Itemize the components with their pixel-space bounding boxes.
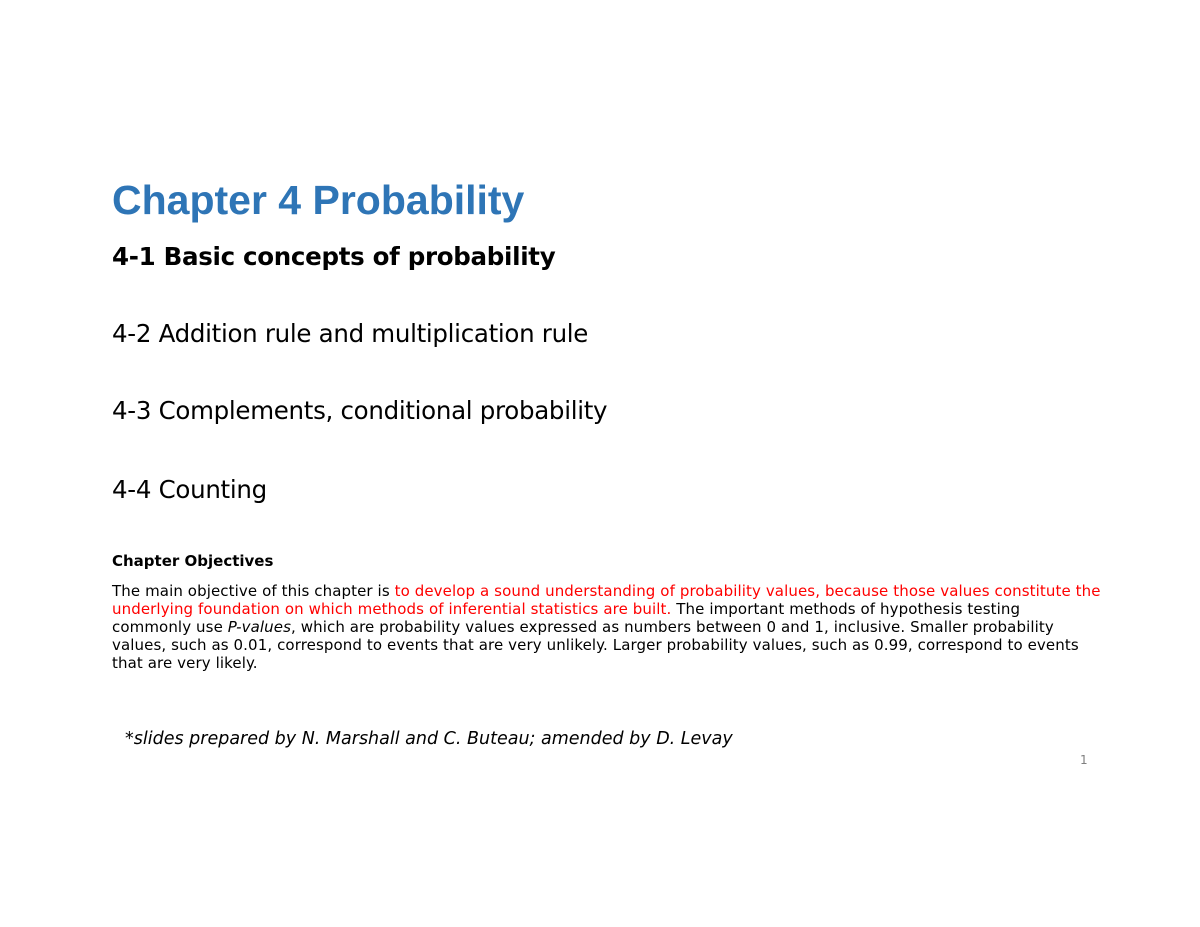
section-4-3: 4-3 Complements, conditional probability: [112, 396, 608, 425]
section-4-1: 4-1 Basic concepts of probability: [112, 242, 556, 271]
objectives-rest: , which are probability values expressed as numbers between 0 and 1, inclusive. Smaller probability values, such as 0.01, correspond to events that are very unlikely. Larger probability values, such as 0.99, correspond to events that are very likely.: [112, 618, 1079, 672]
section-4-2: 4-2 Addition rule and multiplication rule: [112, 319, 589, 348]
objectives-paragraph: [112, 582, 1102, 672]
objectives-heading: Chapter Objectives: [112, 552, 274, 570]
objectives-highlight: to develop a sound understanding of probability values, because those values constitute the underlying foundation on which methods of inferential statistics are built.: [112, 582, 1101, 618]
slide-credit: *slides prepared by N. Marshall and C. Buteau; amended by D. Levay: [125, 729, 733, 749]
objectives-after-highlight: The important methods of hypothesis testing commonly use: [112, 600, 1021, 636]
objectives-lead: The main objective of this chapter is: [112, 582, 395, 600]
section-4-4: 4-4 Counting: [112, 475, 267, 504]
objectives-italic-term: P-values: [227, 618, 291, 636]
page-number: 1: [1080, 753, 1088, 767]
slide-title: Chapter 4 Probability: [112, 177, 525, 223]
